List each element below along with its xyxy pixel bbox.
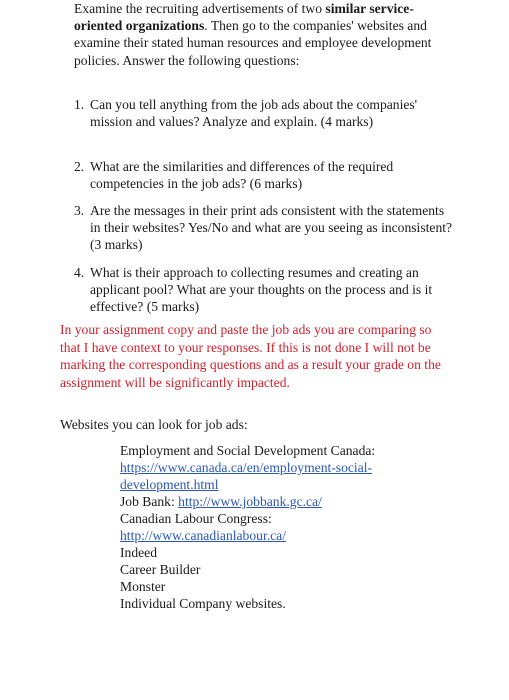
question-text: What is their approach to collecting resumes and creating an applicant pool? What are your thoughts on the process and is it effective? (5 marks) (90, 265, 433, 315)
clc-link[interactable]: http://www.canadianlabour.ca/ (120, 528, 286, 543)
site-label: Canadian Labour Congress: (120, 511, 272, 526)
site-label: Employment and Social Development Canada: (120, 443, 376, 458)
intro-bold-text: similar service-oriented organizations (74, 1, 414, 34)
websites-heading: Websites you can look for job ads: (60, 417, 248, 432)
question-item (74, 264, 454, 316)
question-text: Are the messages in their print ads consistent with the statements in their websites? Yes/No and what are you seeing as inconsistent? (3 marks) (90, 203, 453, 253)
question-text: What are the similarities and differences of the required competencies in the job ads? (6 marks) (90, 159, 394, 192)
question-text: Can you tell anything from the job ads about the companies' mission and values? Analyze and explain. (4 marks) (90, 97, 418, 130)
site-item-monster (120, 578, 440, 595)
site-list (120, 442, 440, 612)
question-number: 3. (74, 203, 85, 218)
site-label: Job Bank: (120, 494, 179, 509)
site-item-company-websites (120, 595, 440, 612)
question-item (74, 158, 454, 196)
jobbank-link[interactable]: http://www.jobbank.gc.ca/ (178, 494, 322, 509)
site-label: Indeed (120, 545, 157, 560)
question-number: 2. (74, 159, 85, 174)
site-item-clc (120, 510, 440, 544)
question-item (74, 96, 454, 152)
site-item-indeed (120, 544, 440, 561)
question-item (74, 202, 454, 258)
esdc-link[interactable]: https://www.canada.ca/en/employment-social-development.html (120, 460, 373, 492)
intro-text-after: . Then go to the companies' websites and examine their stated human resources and employee development policies. Answer the following questions: (74, 18, 432, 68)
intro-paragraph (74, 0, 446, 69)
question-list (74, 96, 454, 316)
question-number: 4. (74, 265, 85, 280)
site-label: Monster (120, 579, 166, 594)
site-label: Career Builder (120, 562, 201, 577)
warning-note: In your assignment copy and paste the job ads you are comparing so that I have context to your responses. If this is not done I will not be marking the corresponding questions and as a result your grade on the assignment will be significantly impacted. (60, 322, 441, 390)
site-item-jobbank (120, 493, 440, 510)
site-item-esdc (120, 442, 440, 493)
question-number: 1. (74, 97, 85, 112)
site-label: Individual Company websites. (120, 596, 286, 611)
intro-text-before: Examine the recruiting advertisements of two (74, 1, 326, 16)
site-item-career-builder (120, 561, 440, 578)
